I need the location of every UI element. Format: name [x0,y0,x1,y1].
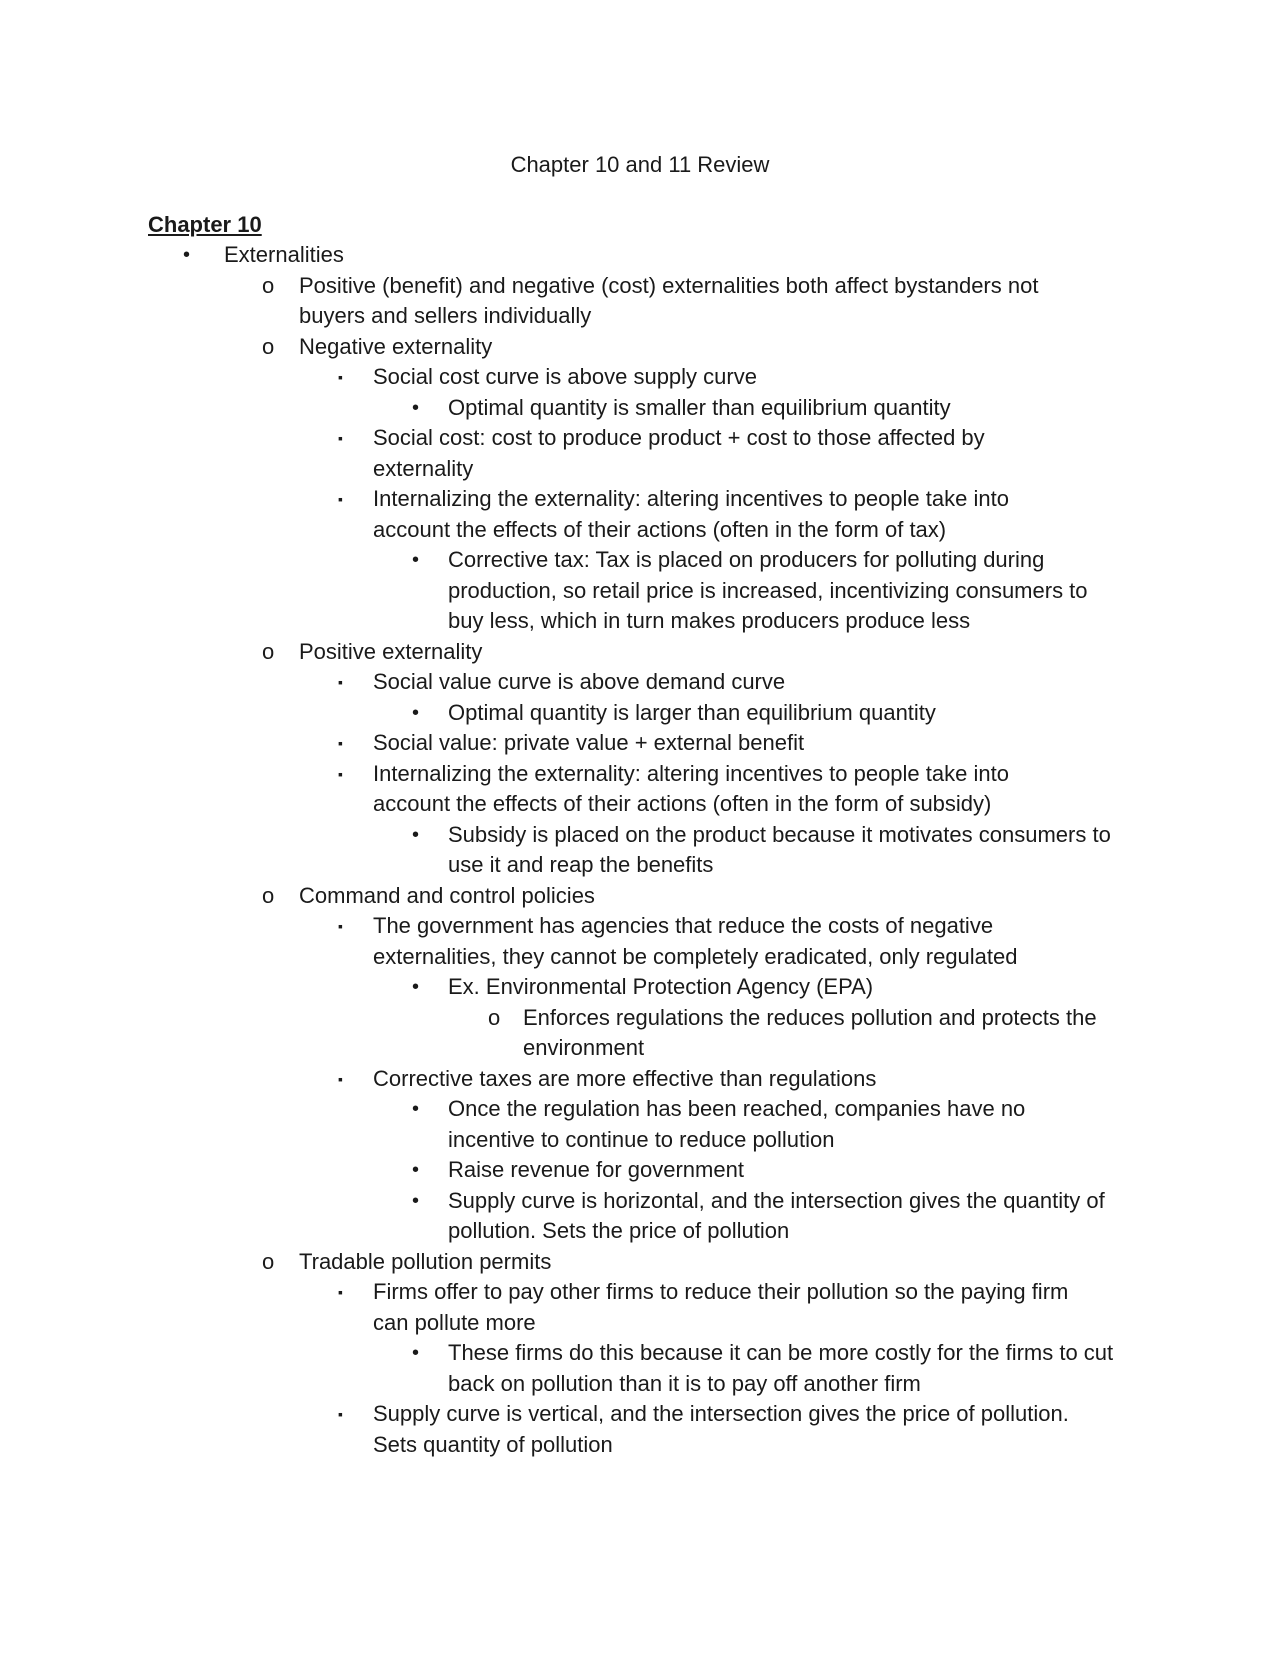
outline-list [0,240,1280,1460]
list-item-text: Corrective tax: Tax is placed on producers for polluting during production, so retail price is increased, incentivizing consumers to buy less, which in turn makes producers produce less [448,547,1088,633]
list-item [0,240,1280,271]
bullet-icon: o [262,882,275,908]
list-item [0,972,1280,1003]
list-item [0,698,1280,729]
list-item-text: Positive (benefit) and negative (cost) externalities both affect bystanders not buyers and sellers individually [299,272,1039,328]
bullet-icon: • [412,1189,420,1212]
list-item-text: Subsidy is placed on the product because it motivates consumers to use it and reap the benefits [448,821,1111,877]
bullet-icon: • [412,1342,420,1364]
bullet-icon: • [412,549,420,571]
bullet-icon: o [488,1004,501,1030]
list-item [0,1186,1280,1247]
bullet-icon: • [412,396,420,419]
list-item [0,1064,1280,1095]
list-item-text: Supply curve is vertical, and the intersection gives the price of pollution. Sets quantity of pollution [373,1401,1069,1457]
bullet-icon: • [183,244,191,266]
list-item [0,545,1280,637]
list-item-text: Optimal quantity is smaller than equilibrium quantity [448,394,951,420]
bullet-icon: • [412,1098,420,1120]
bullet-icon: o [262,272,275,298]
list-item [0,881,1280,912]
bullet-icon: • [412,823,420,846]
bullet-icon: ▪ [338,369,343,385]
list-item [0,667,1280,698]
list-item [0,1094,1280,1155]
list-item-text: Negative externality [299,333,493,359]
list-item [0,637,1280,668]
bullet-icon: ▪ [338,491,343,507]
list-item [0,1399,1280,1460]
list-item [0,271,1280,332]
list-item [0,332,1280,363]
list-item-text: Positive externality [299,638,483,664]
list-item-text: Ex. Environmental Protection Agency (EPA) [448,974,874,999]
list-item-text: Enforces regulations the reduces pollution and protects the environment [523,1004,1097,1060]
bullet-icon: ▪ [338,735,343,751]
list-item [0,728,1280,759]
bullet-icon: ▪ [338,674,343,690]
list-item-text: Tradable pollution permits [299,1248,552,1274]
list-item [0,1338,1280,1399]
bullet-icon: ▪ [338,1284,343,1300]
bullet-icon: o [262,638,275,664]
list-item-text: These firms do this because it can be more costly for the firms to cut back on pollution than it is to pay off another firm [448,1340,1114,1396]
list-item-text: Social cost curve is above supply curve [373,364,757,389]
list-item-text: Supply curve is horizontal, and the intersection gives the quantity of pollution. Sets the price of pollution [448,1187,1105,1243]
bullet-icon: o [262,1248,275,1274]
list-item-text: Corrective taxes are more effective than regulations [373,1065,877,1091]
list-item [0,1155,1280,1186]
list-item [0,1247,1280,1278]
bullet-icon: ▪ [338,918,343,934]
bullet-icon: ▪ [338,1406,343,1422]
list-item-text: Social value curve is above demand curve [373,669,786,694]
list-item [0,484,1280,545]
list-item-text: Command and control policies [299,882,595,908]
list-item-text: Social value: private value + external benefit [373,730,805,755]
list-item-text: Raise revenue for government [448,1157,744,1182]
bullet-icon: • [412,976,420,998]
bullet-icon: ▪ [338,430,343,446]
list-item-text: Internalizing the externality: altering incentives to people take into account the effects of their actions (often in the form of subsidy) [373,760,1009,816]
list-item-text: Optimal quantity is larger than equilibrium quantity [448,699,936,725]
list-item-text: Externalities [224,242,344,267]
bullet-icon: • [412,701,420,724]
bullet-icon: • [412,1159,420,1181]
list-item [0,423,1280,484]
list-item [0,820,1280,881]
list-item [0,362,1280,393]
list-item [0,911,1280,972]
list-item [0,1277,1280,1338]
list-item [0,759,1280,820]
list-item-text: Social cost: cost to produce product + cost to those affected by externality [373,425,985,481]
list-item [0,1003,1280,1064]
list-item [0,393,1280,424]
list-item-text: Internalizing the externality: altering incentives to people take into account the effects of their actions (often in the form of tax) [373,486,1009,542]
bullet-icon: ▪ [338,765,343,782]
list-item-text: The government has agencies that reduce the costs of negative externalities, they cannot be completely eradicated, only regulated [373,913,1018,969]
list-item-text: Firms offer to pay other firms to reduce their pollution so the paying firm can pollute more [373,1279,1069,1335]
bullet-icon: ▪ [338,1070,343,1087]
section-heading: Chapter 10 [148,212,262,237]
list-item-text: Once the regulation has been reached, companies have no incentive to continue to reduce pollution [448,1096,1026,1152]
page-title: Chapter 10 and 11 Review [510,152,770,177]
bullet-icon: o [262,333,275,359]
